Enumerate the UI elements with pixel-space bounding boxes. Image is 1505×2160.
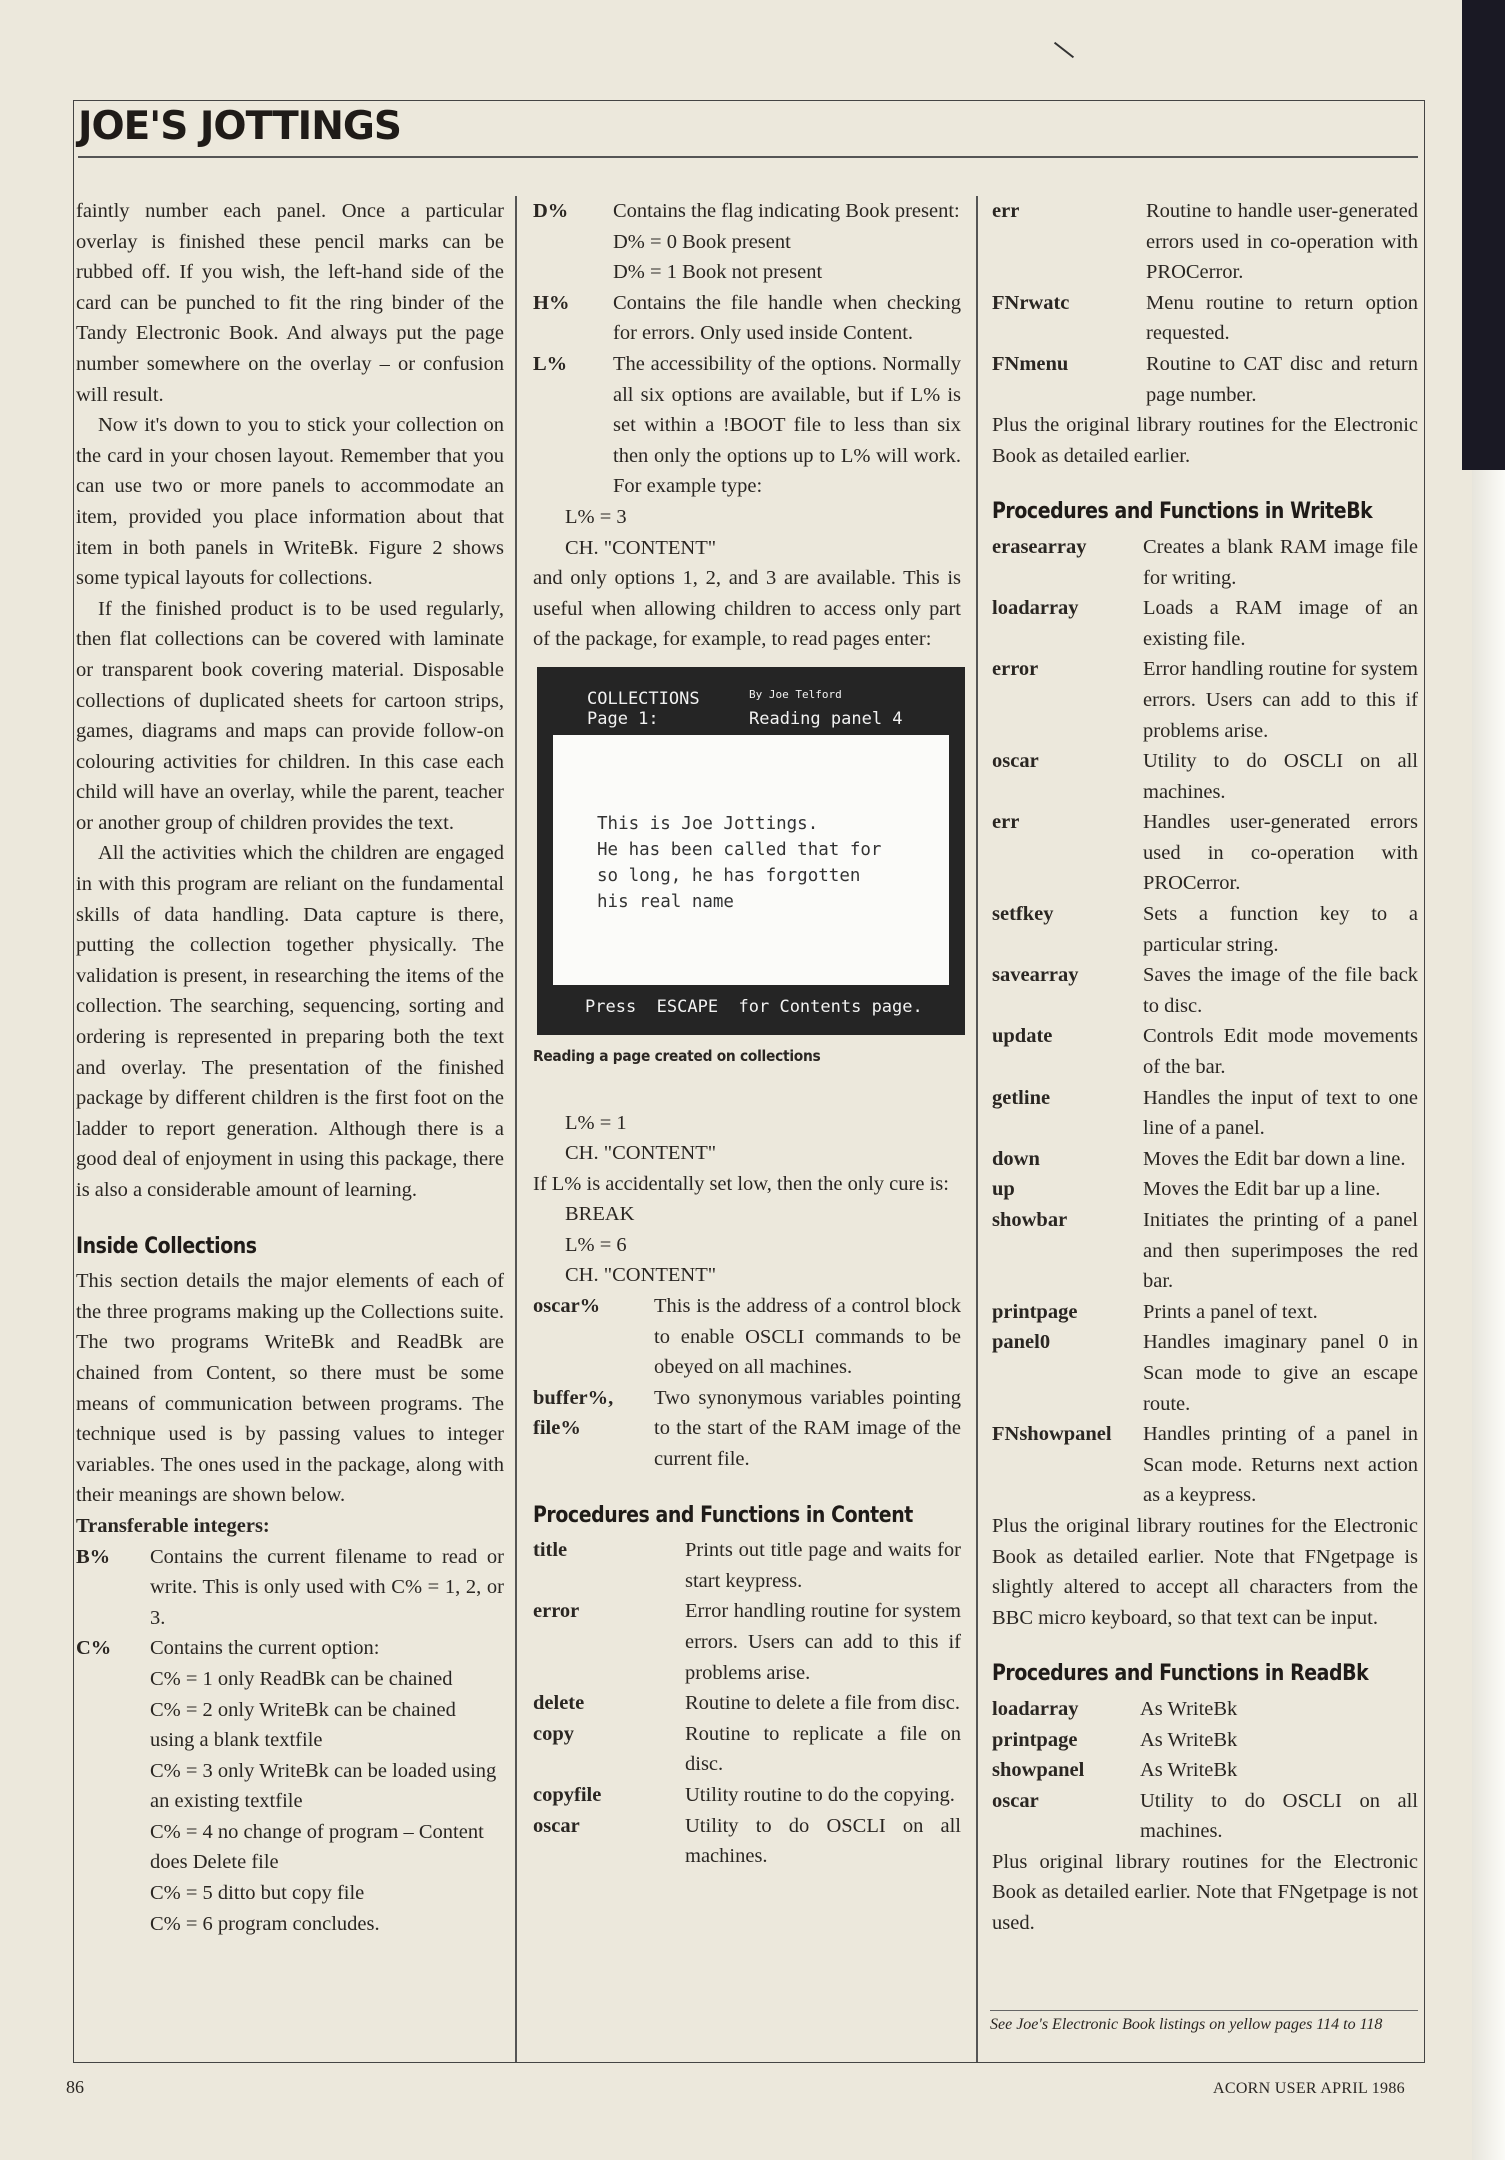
function-desc: Routine to handle user-generated errors used in co-operation with PROCerror. (1146, 200, 1418, 284)
screen-panel: Reading panel 4 (749, 708, 903, 729)
screenshot-figure (537, 667, 965, 1035)
function-desc: Routine to CAT disc and return page number. (1146, 352, 1418, 406)
screen-text (597, 811, 881, 915)
code-line: CH. "CONTENT" (565, 1264, 717, 1287)
code-line: BREAK (565, 1203, 635, 1226)
function-desc: Menu routine to return option requested. (1146, 291, 1418, 345)
paragraph: All the activities which the children are engaged in with this program are reliant on the fundamental skills of data handling. Data capture is there, putting the collection together physically. The validation is present, in researching the items of the collection. The searching, sequencing, sorting and ordering is represented in preparing both the text and overlay. The presentation of the finished package by different children is the first foot on the ladder to report generation. Although there is a good deal of enjoyment in using this package, there is also a considerable amount of learning. (76, 842, 504, 1201)
integer-desc (613, 196, 961, 288)
integer-term: B% (76, 1545, 111, 1568)
screen-text-line: This is Joe Jottings. (597, 813, 819, 834)
procedure-list (533, 1535, 961, 1872)
procedure-desc: As WriteBk (1140, 1759, 1238, 1782)
integer-list (76, 1542, 504, 1940)
section-title: JOE'S JOTTINGS (78, 104, 401, 149)
option-line: C% = 3 only WriteBk can be loaded using an existing textfile (150, 1759, 497, 1813)
variable-list (533, 1291, 961, 1475)
procedure-term: savearray (992, 964, 1079, 987)
procedure-term: loadarray (992, 597, 1079, 620)
section-heading: Procedures and Functions in ReadBk (992, 1661, 1369, 1687)
procedure-desc: Handles printing of a panel in Scan mode. Returns next action as a keypress. (1143, 1423, 1418, 1507)
procedure-desc: Utility routine to do the copying. (685, 1783, 955, 1806)
integer-desc: Contains the current filename to read or write. This is only used with C% = 1, 2, or 3. (150, 1545, 504, 1629)
procedure-term: copy (533, 1722, 574, 1745)
column-3 (992, 196, 1418, 1939)
screen-byline: By Joe Telford (749, 687, 842, 701)
screen-text-line: He has been called that for (597, 839, 882, 860)
procedure-desc: Moves the Edit bar up a line. (1143, 1178, 1381, 1201)
paragraph: Plus the original library routines for the Electronic Book as detailed earlier. (992, 414, 1418, 467)
screen-page: Page 1: (587, 708, 659, 729)
figure-caption: Reading a page created on collections (533, 1046, 821, 1065)
procedure-desc: Moves the Edit bar down a line. (1143, 1147, 1406, 1170)
code-line: L% = 3 (565, 505, 627, 528)
procedure-desc: Prints out title page and waits for start keypress. (685, 1539, 961, 1592)
procedure-desc: As WriteBk (1140, 1697, 1238, 1720)
procedure-list (992, 532, 1418, 1511)
procedure-desc: Saves the image of the file back to disc. (1143, 964, 1418, 1017)
procedure-term: title (533, 1539, 568, 1562)
procedure-term: getline (992, 1086, 1051, 1109)
procedure-desc: Handles imaginary panel 0 in Scan mode to give an escape route. (1143, 1331, 1418, 1415)
procedure-term: down (992, 1147, 1040, 1170)
page-number: 86 (66, 2077, 84, 2097)
screen-footer: Press ESCAPE for Contents page. (585, 996, 923, 1017)
procedure-term: oscar (992, 1789, 1039, 1812)
procedure-desc: Error handling routine for system errors. Users can add to this if problems arise. (685, 1600, 961, 1684)
procedure-desc: Handles the input of text to one line of a panel. (1143, 1086, 1418, 1140)
procedure-term: panel0 (992, 1331, 1051, 1354)
procedure-term: erasearray (992, 535, 1087, 558)
integer-term: D% (533, 200, 569, 222)
procedure-term: printpage (992, 1300, 1078, 1323)
procedure-term: up (992, 1178, 1015, 1201)
function-term: err (992, 200, 1020, 222)
integer-desc: The accessibility of the options. Normally all six options are available, but if L% is set within a !BOOT file to less than six then only the options up to L% will work. For example type: (613, 352, 961, 498)
integer-term: C% (76, 1637, 112, 1660)
procedure-desc: Sets a function key to a particular string. (1143, 903, 1418, 956)
code-line: CH. "CONTENT" (565, 536, 717, 559)
paragraph: Now it's down to you to stick your collection on the card in your chosen layout. Remember that you can use two or more panels to accommodate an item, provided you place information about that item in both panels in WriteBk. Figure 2 shows some typical layouts for collections. (76, 414, 504, 590)
procedure-term: oscar (992, 750, 1039, 773)
procedure-desc: Utility to do OSCLI on all machines. (1140, 1789, 1418, 1843)
integer-term: L% (533, 352, 568, 375)
transferable-label: Transferable integers: (76, 1514, 270, 1537)
procedure-term: error (533, 1600, 580, 1623)
screen-title: COLLECTIONS (587, 688, 700, 709)
section-heading: Inside Collections (76, 1233, 257, 1259)
function-list (992, 196, 1418, 410)
function-term: FNmenu (992, 352, 1069, 375)
integer-desc-text: Contains the current option: (150, 1637, 380, 1660)
column-1 (76, 196, 504, 1939)
footnote: See Joe's Electronic Book listings on yellow pages 114 to 118 (990, 2016, 1383, 2033)
option-line: D% = 0 Book present (613, 230, 791, 253)
procedure-desc: As WriteBk (1140, 1728, 1238, 1751)
procedure-desc: Routine to delete a file from disc. (685, 1692, 960, 1715)
procedure-term: oscar (533, 1814, 580, 1837)
screen-text-line: so long, he has forgotten (597, 865, 861, 886)
footnote-rule (990, 2010, 1418, 2011)
stray-mark (1054, 42, 1074, 58)
paragraph: Plus the original library routines for the Electronic Book as detailed earlier. Note that FNgetpage is slightly altered to accept all characters from the BBC micro keyboard, so that text can be input. (992, 1514, 1418, 1629)
procedure-term: showbar (992, 1209, 1068, 1231)
procedure-desc: Loads a RAM image of an existing file. (1143, 597, 1418, 650)
procedure-list (992, 1694, 1418, 1847)
procedure-term: copyfile (533, 1783, 602, 1806)
variable-desc: This is the address of a control block to enable OSCLI commands to be obeyed on all machines. (654, 1295, 961, 1379)
procedure-desc: Utility to do OSCLI on all machines. (1143, 750, 1418, 803)
code-line: L% = 6 (565, 1233, 627, 1256)
option-line: C% = 2 only WriteBk can be chained using a blank textfile (150, 1698, 456, 1752)
integer-term: H% (533, 291, 570, 314)
variable-term: oscar% (533, 1295, 601, 1318)
column-2 (533, 196, 961, 1872)
procedure-desc: Routine to replicate a file on disc. (685, 1722, 961, 1776)
variable-desc: Two synonymous variables pointing to the start of the RAM image of the current file. (654, 1386, 961, 1471)
column-divider (515, 196, 517, 2062)
option-line: C% = 1 only ReadBk can be chained (150, 1667, 453, 1690)
procedure-term: setfkey (992, 903, 1054, 926)
procedure-desc: Error handling routine for system errors. Users can add to this if problems arise. (1143, 658, 1418, 742)
paragraph: Plus original library routines for the Electronic Book as detailed earlier. Note that FNgetpage is not used. (992, 1850, 1418, 1935)
procedure-desc: Utility to do OSCLI on all machines. (685, 1814, 961, 1868)
integer-desc-text: Contains the flag indicating Book present: (613, 200, 960, 222)
procedure-term: delete (533, 1692, 585, 1715)
integer-list (533, 196, 961, 502)
header-rule (78, 156, 1418, 158)
paragraph: and only options 1, 2, and 3 are available. This is useful when allowing children to access only part of the package, for example, to read pages enter: (533, 567, 961, 651)
binding-shadow (1462, 0, 1505, 470)
paragraph: If the finished product is to be used regularly, then flat collections can be covered with laminate or transparent book covering material. Disposable collections of duplicated sheets for cartoon strips, games, diagrams and maps can provide follow-on colouring activities for children. In this case each child will have an overlay, while the parent, teacher or another group of children provides the text. (76, 597, 504, 834)
option-line: C% = 5 ditto but copy file (150, 1882, 365, 1905)
option-line: D% = 1 Book not present (613, 261, 823, 284)
procedure-term: loadarray (992, 1697, 1079, 1720)
paragraph: This section details the major elements of each of the three programs making up the Collections suite. The two programs WriteBk and ReadBk are chained from Content, so there must be some means of communication between programs. The technique used is by passing values to integer variables. The ones used in the package, along with their meanings are shown below. (76, 1270, 504, 1507)
code-line: CH. "CONTENT" (565, 1142, 717, 1165)
function-term: FNrwatc (992, 291, 1070, 314)
procedure-term: printpage (992, 1728, 1078, 1751)
section-heading: Procedures and Functions in Content (533, 1502, 913, 1528)
procedure-desc: Prints a panel of text. (1143, 1300, 1318, 1323)
option-line: C% = 6 program concludes. (150, 1912, 380, 1935)
screen-text-line: his real name (597, 891, 734, 912)
procedure-term: showpanel (992, 1759, 1085, 1782)
procedure-desc: Creates a blank RAM image file for writing. (1143, 535, 1418, 589)
procedure-desc: Controls Edit mode movements of the bar. (1143, 1025, 1418, 1079)
integer-desc: Contains the file handle when checking for errors. Only used inside Content. (613, 291, 961, 345)
procedure-term: error (992, 658, 1039, 681)
paragraph: faintly number each panel. Once a particular overlay is finished these pencil marks can be rubbed off. If you wish, the left-hand side of the card can be punched to fit the ring binder of the Tandy Electronic Book. And always put the page number somewhere on the overlay – or confusion will result. (76, 200, 504, 406)
variable-term: buffer%, file% (533, 1386, 614, 1440)
column-divider (976, 196, 978, 2062)
procedure-term: update (992, 1025, 1053, 1048)
magazine-footer: ACORN USER APRIL 1986 (1213, 2080, 1405, 2097)
section-heading: Procedures and Functions in WriteBk (992, 499, 1373, 525)
procedure-term: err (992, 811, 1020, 834)
paragraph: If L% is accidentally set low, then the only cure is: (533, 1172, 949, 1195)
procedure-desc: Initiates the printing of a panel and then superimposes the red bar. (1143, 1209, 1418, 1293)
option-line: C% = 4 no change of program – Content does Delete file (150, 1820, 484, 1874)
procedure-desc: Handles user-generated errors used in co-operation with PROCerror. (1143, 811, 1418, 895)
procedure-term: FNshowpanel (992, 1423, 1112, 1446)
code-line: L% = 1 (565, 1111, 627, 1134)
integer-desc (150, 1633, 504, 1939)
